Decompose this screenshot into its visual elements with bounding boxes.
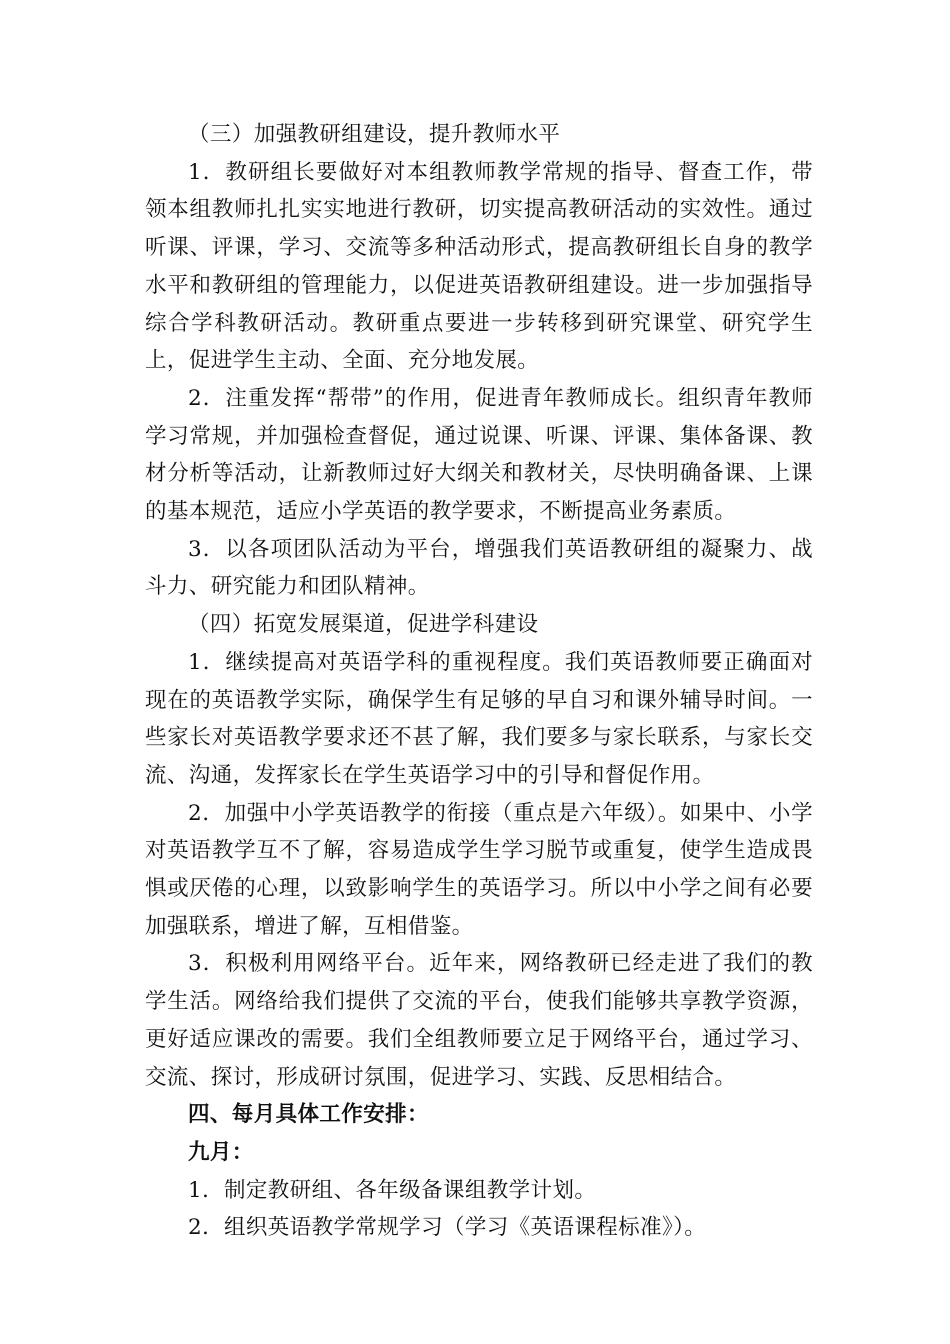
paragraph-4-1: 1．继续提高对英语学科的重视程度。我们英语教师要正确面对现在的英语教学实际，确保学生有足够的早自习和课外辅导时间。一些家长对英语教学要求还不甚了解，我们要多与家长联系，与家长交流、沟通，发挥家长在学生英语学习中的引导和督促作用。 (145, 649, 813, 788)
paragraph-3-3: 3．以各项团队活动为平台，增强我们英语教研组的凝聚力、战斗力、研究能力和团队精神。 (145, 536, 813, 600)
paragraph-3-2: 2．注重发挥“帮带”的作用，促进青年教师成长。组织青年教师学习常规，并加强检查督促，通过说课、听课、评课、集体备课、教材分析等活动，让新教师过好大纲关和教材关，尽快明确备课、上课的基本规范，适应小学英语的教学要求，不断提高业务素质。 (145, 385, 813, 525)
month-september-heading: 九月： (188, 1139, 254, 1165)
paragraph-4-2: 2．加强中小学英语教学的衔接（重点是六年级）。如果中、小学对英语教学互不了解，容易造成学生学习脱节或重复，使学生造成畏惧或厌倦的心理，以致影响学生的英语学习。所以中小学之间有必要加强联系，增进了解，互相借鉴。 (145, 800, 813, 939)
paragraph-4-3: 3．积极利用网络平台。近年来，网络教研已经走进了我们的教学生活。网络给我们提供了交流的平台，使我们能够共享教学资源，更好适应课改的需要。我们全组教师要立足于网络平台，通过学习、交流、探讨，形成研讨氛围，促进学习、实践、反思相结合。 (145, 951, 813, 1090)
september-item-2: 2．组织英语教学常规学习（学习《英语课程标准》）。 (188, 1215, 707, 1241)
monthly-plan-heading: 四、每月具体工作安排： (188, 1102, 429, 1128)
section-heading-3: （三）加强教研组建设，提升教师水平 (188, 122, 561, 147)
september-item-1: 1．制定教研组、各年级备课组教学计划。 (188, 1177, 597, 1203)
section-heading-4: （四）拓宽发展渠道，促进学科建设 (188, 612, 539, 638)
document-body (145, 116, 813, 1247)
paragraph-3-1: 1．教研组长要做好对本组教师教学常规的指导、督查工作，带领本组教师扎扎实实地进行教研，切实提高教研活动的实效性。通过听课、评课，学习、交流等多种活动形式，提高教研组长自身的教学水平和教研组的管理能力，以促进英语教研组建设。进一步加强指导综合学科教研活动。教研重点要进一步转移到研究课堂、研究学生上，促进学生主动、全面、充分地发展。 (145, 159, 813, 374)
